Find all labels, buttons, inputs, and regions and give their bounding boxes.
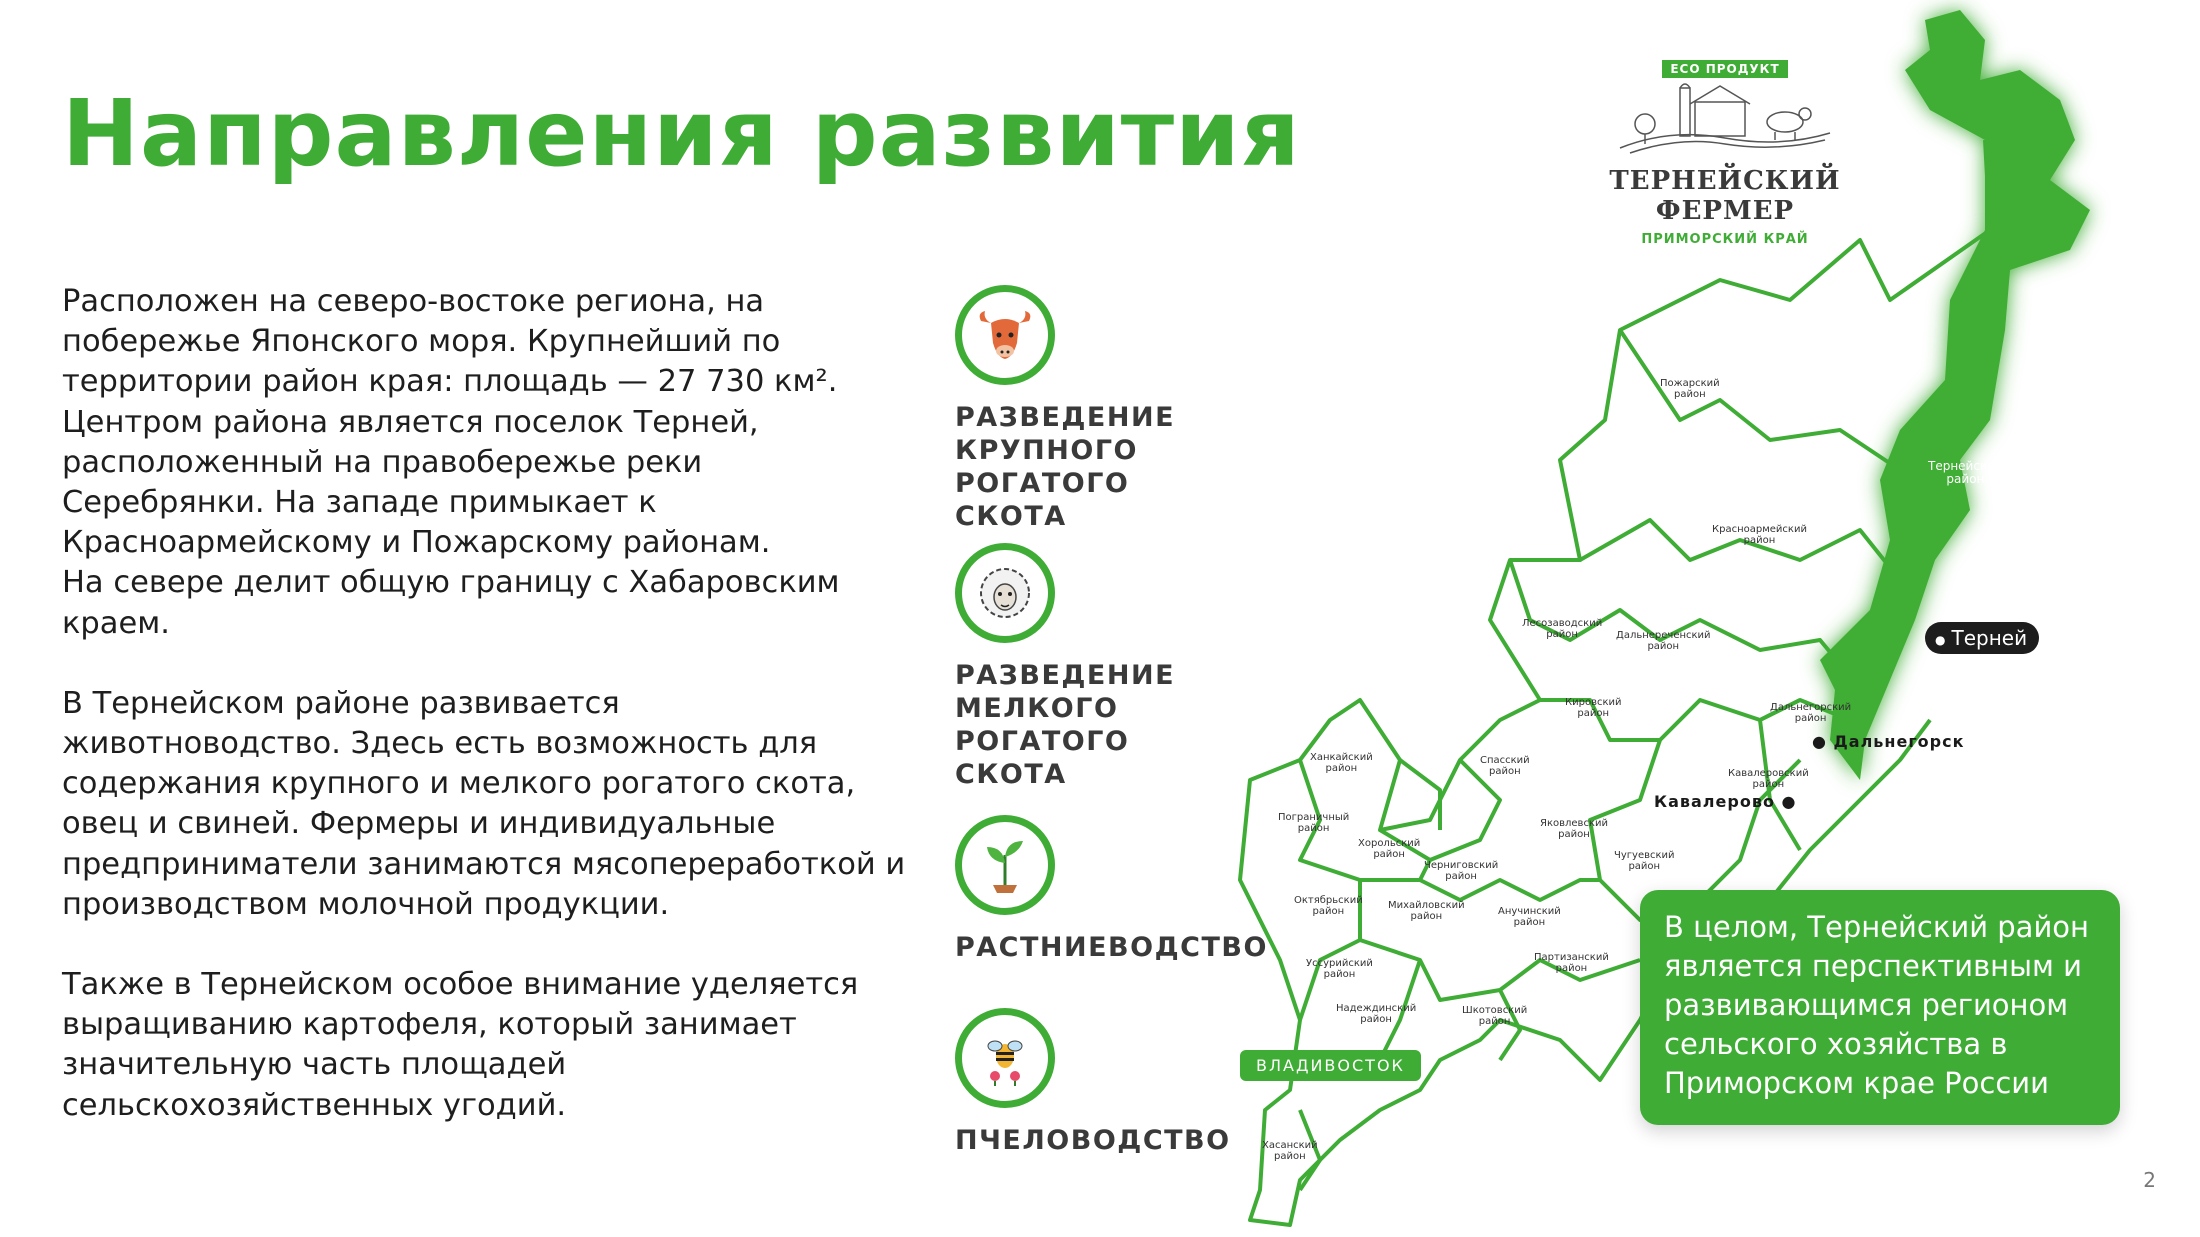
eco-product-badge: ECO ПРОДУКТ [1662, 60, 1787, 78]
direction-bees [955, 1008, 1245, 1157]
district-label-krasnoarmeysky: Красноармейский район [1712, 524, 1807, 546]
dalnegorsk-label: ● Дальнегорск [1812, 732, 1965, 751]
direction-label: РАСТНИЕВОДСТВО [955, 932, 1268, 963]
district-label-pozharsky: Пожарский район [1660, 378, 1720, 400]
brand-name: ТЕРНЕЙСКИЙ ФЕРМЕР [1609, 166, 1841, 226]
terney-pin: ● Терней [1925, 622, 2039, 654]
page-number: 2 [2143, 1168, 2156, 1192]
district-label-spassky: Спасский район [1480, 755, 1530, 777]
district-label-pogranichny: Пограничный район [1278, 812, 1350, 834]
district-label-kirovsky: Кировский район [1565, 697, 1622, 719]
district-label-ussuriysky: Уссурийский район [1306, 958, 1373, 980]
district-label-khankaysky: Ханкайский район [1310, 752, 1373, 774]
bee-icon [955, 1008, 1055, 1108]
region-border [1400, 760, 1440, 830]
district-label-chernigovsky: Черниговский район [1424, 860, 1499, 882]
summary-callout: В целом, Тернейский район является перспективным и развивающимся регионом сельского хозяйства в Приморском крае России [1640, 890, 2120, 1125]
direction-cattle [955, 285, 1245, 533]
direction-label: РАЗВЕДЕНИЕ КРУПНОГО РОГАТОГО СКОТА [955, 402, 1176, 532]
direction-label: ПЧЕЛОВОДСТВО [955, 1125, 1231, 1156]
sprout-icon [955, 815, 1055, 915]
district-label-chuguevsky: Чугуевский район [1614, 850, 1675, 872]
district-label-dalnegorsky: Дальнегорский район [1770, 702, 1852, 724]
region-border [1300, 760, 1360, 1020]
district-label-oktyabrsky: Октябрьский район [1294, 895, 1363, 917]
district-label-mikhaylovsky: Михайловский район [1388, 900, 1465, 922]
vladivostok-label: ВЛАДИВОСТОК [1240, 1050, 1421, 1081]
district-label-shkotovsky: Шкотовский район [1462, 1005, 1528, 1027]
brand-logo [1590, 58, 1860, 247]
kavalerovo-label: Кавалерово ● [1654, 792, 1797, 811]
district-label-dalnerechensky: Дальнереченский район [1616, 630, 1711, 652]
page-title: Направления развития [62, 80, 1301, 187]
paragraph-location: Расположен на северо-востоке региона, на побережье Японского моря. Крупнейший по территории район края: площадь — 27 730 км². Центром района является поселок Терней, расположенный на правобережье реки Серебрянки. На западе примыкает к Красноармейскому и Пожарскому районам. На севере делит общую границу с Хабаровским краем. [62, 284, 840, 641]
terney-district [1820, 10, 2090, 780]
district-label-nadezhdinsky: Надеждинский район [1336, 1003, 1417, 1025]
cow-icon [955, 285, 1055, 385]
paragraph-potatoes: Также в Тернейском особое внимание уделяется выращиванию картофеля, который занимает значительную часть площадей сельскохозяйственных угодий. [62, 967, 859, 1123]
district-label-partizansky: Партизанский район [1534, 952, 1609, 974]
district-label-khasansky: Хасанский район [1262, 1140, 1318, 1162]
paragraph-livestock: В Тернейском районе развивается животноводство. Здесь есть возможность для содержания крупного и мелкого рогатого скота, овец и свиней. Фермеры и индивидуальные предприниматели занимаются мясопереработкой и производством молочной продукции. [62, 685, 906, 922]
direction-small-cattle [955, 543, 1245, 791]
district-label-kavalerovsky: Кавалеровский район [1728, 768, 1809, 790]
district-label-terneysky: Тернейский район [1928, 459, 2003, 486]
district-label-anuchinsky: Анучинский район [1498, 906, 1561, 928]
region-border [1360, 880, 1600, 900]
district-label-lesozavodsky: Лесозаводский район [1522, 618, 1603, 640]
district-label-khorolsky: Хорольский район [1358, 838, 1421, 860]
farm-illustration [1610, 78, 1840, 158]
description-text [62, 282, 942, 1166]
direction-label: РАЗВЕДЕНИЕ МЕЛКОГО РОГАТОГО СКОТА [955, 660, 1176, 790]
district-label-yakovlevsky: Яковлевский район [1540, 818, 1608, 840]
direction-crop [955, 815, 1268, 964]
sheep-icon [955, 543, 1055, 643]
brand-region: ПРИМОРСКИЙ КРАЙ [1641, 232, 1809, 247]
